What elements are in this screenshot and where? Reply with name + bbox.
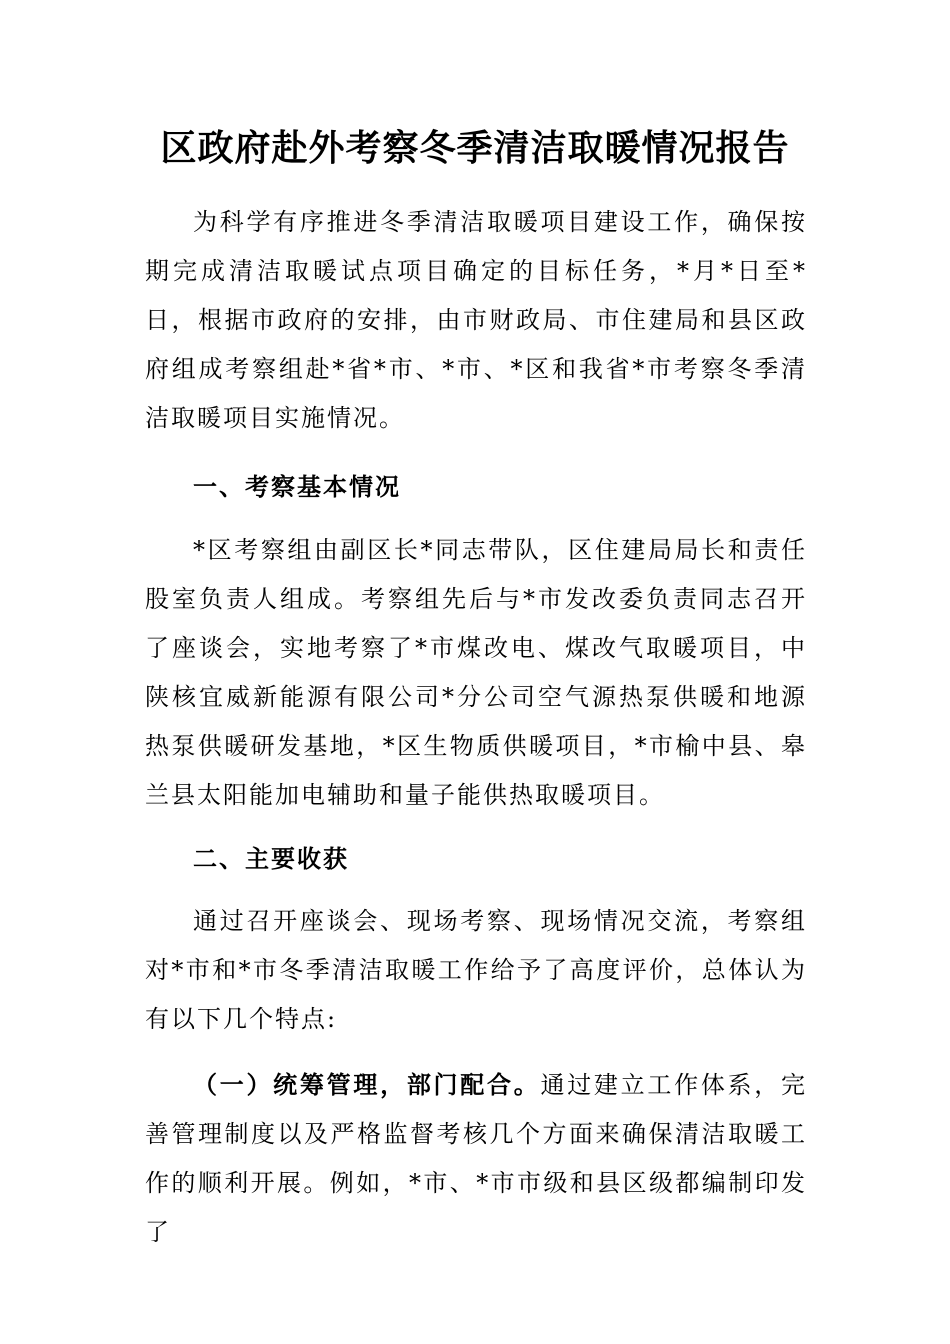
section1-paragraph: *区考察组由副区长*同志带队，区住建局局长和责任股室负责人组成。考察组先后与*市发改委负责同志召开了座谈会，实地考察了*市煤改电、煤改气取暖项目，中陕核宜威新能源有限公司*分公司空气源热泵供暖和地源热泵供暖研发基地，*区生物质供暖项目，*市榆中县、皋兰县太阳能加电辅助和量子能供热取暖项目。: [145, 536, 807, 809]
subsection1-paragraph: [145, 1060, 807, 1257]
subsection1-text: 通过建立工作体系，完善管理制度以及严格监督考核几个方面来确保清洁取暖工作的顺利开展。例如，*市、*市市级和县区级都编制印发了: [145, 1071, 808, 1246]
subsection1-lead: （一）统筹管理，部门配合。: [193, 1070, 541, 1099]
section2-heading: 二、主要收获: [193, 844, 349, 873]
section1-heading: 一、考察基本情况: [193, 472, 401, 501]
document-title: 区政府赴外考察冬季清洁取暖情况报告: [160, 127, 790, 169]
intro-paragraph: 为科学有序推进冬季清洁取暖项目建设工作，确保按期完成清洁取暖试点项目确定的目标任务，*月*日至*日，根据市政府的安排，由市财政局、市住建局和县区政府组成考察组赴*省*市、*市、*区和我省*市考察冬季清洁取暖项目实施情况。: [145, 208, 807, 432]
section2-paragraph: 通过召开座谈会、现场考察、现场情况交流，考察组对*市和*市冬季清洁取暖工作给予了高度评价，总体认为有以下几个特点:: [145, 907, 807, 1033]
